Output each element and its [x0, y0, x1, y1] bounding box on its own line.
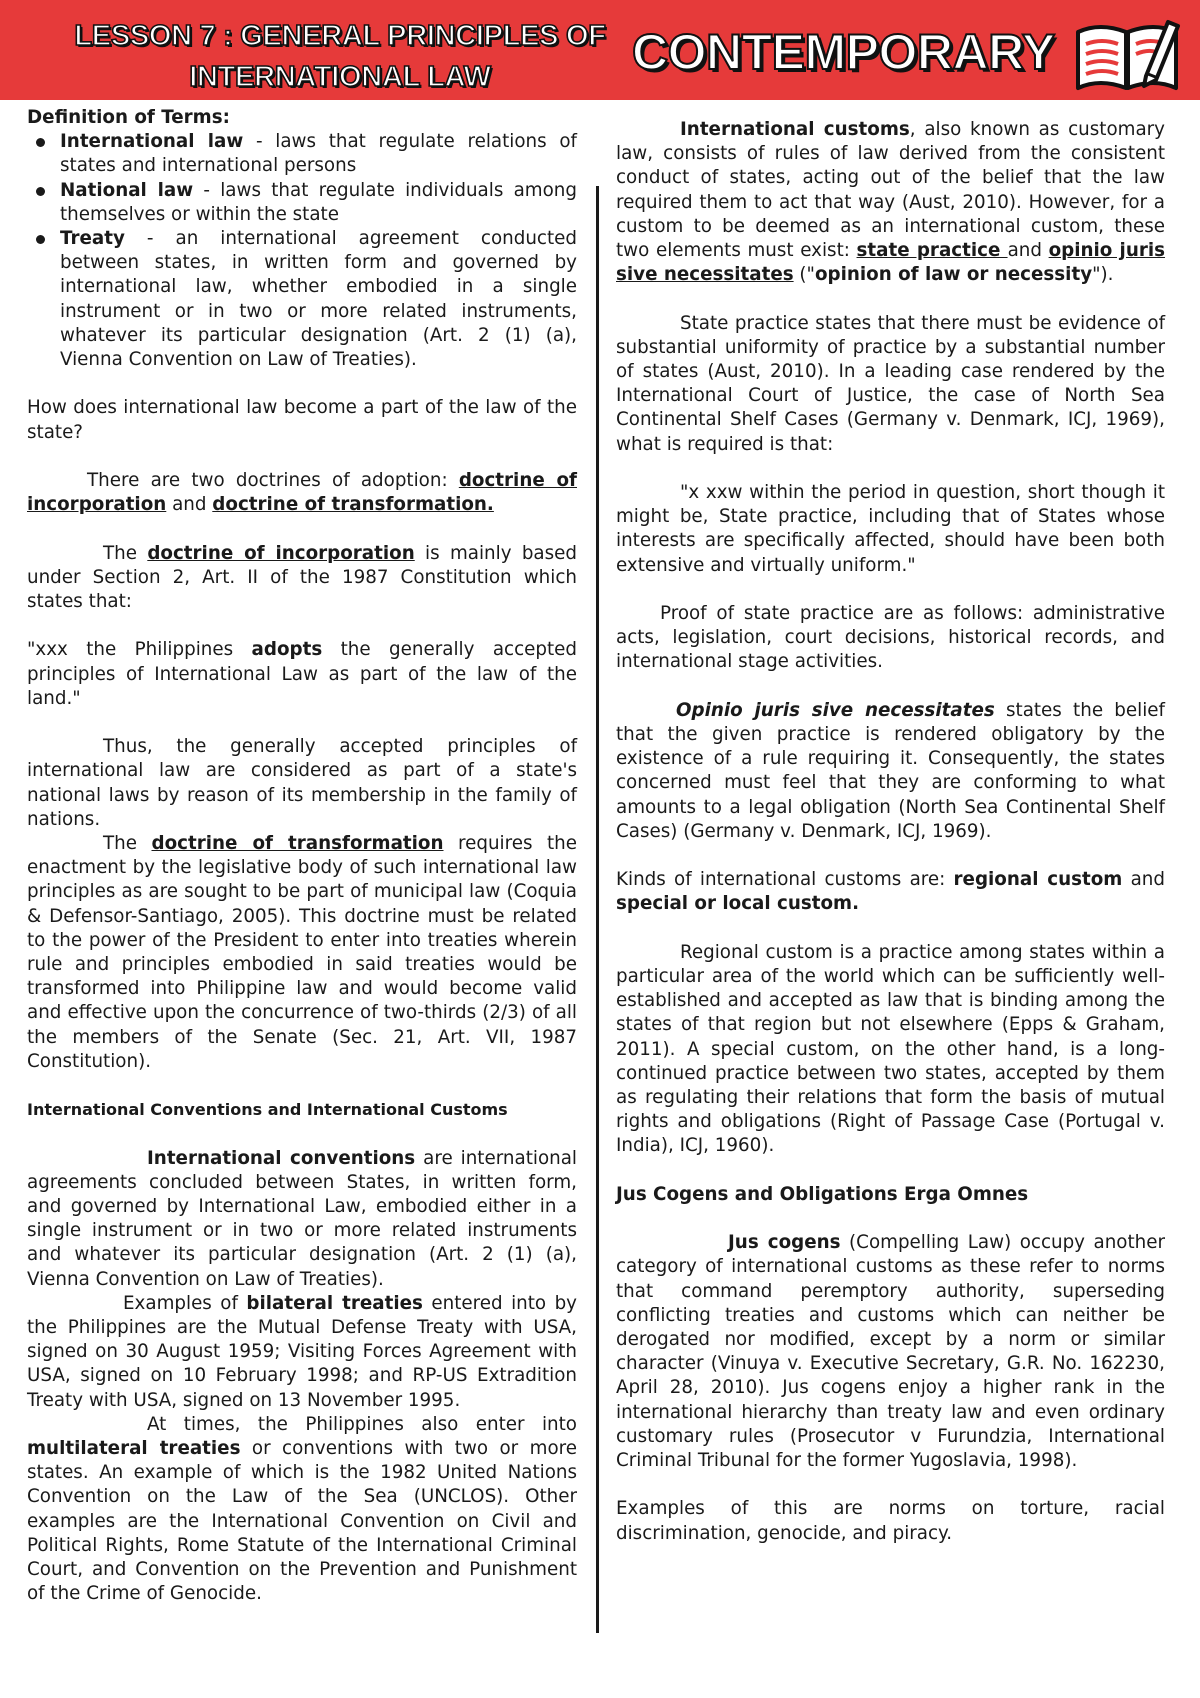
term-label: Treaty — [60, 228, 125, 250]
text-run: or conventions with two or more states. An example of which is the 1982 United Nations Convention on the Law of the Sea (UNCLOS). Other examples are the International Convention on Civil and Political Rights, Rome Statute of the International Criminal Court, and Convention on the Prevention and Punishment of the Crime of Genocide. — [27, 1438, 577, 1605]
left-column — [27, 106, 577, 1606]
text-run: At times, the Philippines also enter into — [147, 1413, 577, 1435]
state-practice-paragraph: State practice states that there must be evidence of substantial uniformity of practice by a substantial number of states (Aust, 2010). In a leading case rendered by the International Court of Justice, the case of North Sea Continental Shelf Cases (Germany v. Denmark, ICJ, 1969), what is required is that: — [616, 312, 1165, 455]
lesson-title-line2: INTERNATIONAL LAW — [189, 61, 491, 93]
text-run: The — [103, 833, 152, 855]
constitution-quote — [27, 638, 577, 711]
conventions-heading: International Conventions and International Customs — [27, 1100, 508, 1120]
opinio-juris-term: opinio juris sive necessitates — [616, 240, 1166, 286]
term-definition: - laws that regulate individuals among themselves or within the state — [60, 179, 577, 225]
text-run: entered into by the Philippines are the Mutual Defense Treaty with USA, signed on 30 August 1959; Visiting Forces Agreement with USA, signed on 10 February 1998; and RP-US Extradition Treaty with USA, signed on 13 November 1995. — [27, 1292, 577, 1411]
text-run: and — [166, 494, 213, 516]
kinds-paragraph — [616, 868, 1165, 916]
multilateral-term: multilateral treaties — [27, 1438, 241, 1460]
bilateral-term: bilateral treaties — [246, 1292, 423, 1314]
jus-cogens-term: Jus cogens — [728, 1232, 841, 1254]
term-label: International law — [60, 131, 244, 153]
lesson-title — [40, 16, 640, 98]
regional-paragraph: Regional custom is a practice among states within a particular area of the world which can be sufficiently well-established and accepted as law that is binding among the states of that region but not elsewhere (Epps & Graham, 2011). A special custom, on the other hand, is a long-continued practice between two states, accepted by them as regulating their relations that form the basis of mutual rights and obligations (Right of Passage Case (Portugal v. India), ICJ, 1960). — [616, 941, 1165, 1157]
customs-term: International customs — [680, 119, 910, 140]
text-run: There are two doctrines of adoption: — [87, 470, 459, 492]
multilateral-paragraph — [27, 1413, 577, 1607]
jus-cogens-heading: Jus Cogens and Obligations Erga Omnes — [616, 1183, 1029, 1205]
icj-quote: "x xxw within the period in question, short though it might be, State practice, including that of States whose interests are specifically affected, should have been both extensive and virtually uniform." — [616, 482, 1165, 576]
list-item — [27, 130, 577, 178]
text-run: (Compelling Law) occupy another category of international customs as these refer to norms that command peremptory authority, superseding conflicting treaties and customs which can neither be derogated nor modified, except by a norm or similar character (Vinuya v. Executive Secretary, G.R. No. 162230, April 28, 2010). Jus cogens enjoy a higher rank in the international hierarchy than treaty law and even ordinary customary rules (Prosecutor v Furundzia, International Criminal Tribunal for the former Yugoslavia, 1998). — [616, 1232, 1165, 1472]
list-item — [27, 227, 577, 372]
text-run: is mainly based under Section 2, Art. II of the 1987 Constitution which states that: — [27, 542, 578, 613]
lesson-header-banner — [0, 0, 1200, 100]
book-pencil-icon — [1072, 14, 1182, 92]
adopts-term: adopts — [251, 639, 323, 661]
incorporation-term: doctrine of incorporation — [147, 542, 415, 564]
doctrine-incorporation-term: doctrine of incorporation — [27, 470, 577, 516]
text-run: "xxx the Philippines — [27, 639, 252, 661]
text-run: states the belief that the given practice is rendered obligatory by the existence of a rule requiring it. Consequently, the states concerned must feel that they are conforming to what amounts to a legal obligation (North Sea Continental Shelf Cases) (Germany v. Denmark, ICJ, 1969). — [616, 699, 1165, 842]
text-run: requires the enactment by the legislative body of such international law principles as are sought to be part of municipal law (Coquia & Defensor-Santiago, 2005). This doctrine must be related to the power of the President to enter into treaties wherein rule and principles embodied in said treaties would be transformed into Philippine law and would become valid and effective upon the concurrence of two-thirds (2/3) of all the members of the Senate (Sec. 21, Art. VII, 1987 Constitution). — [27, 833, 577, 1072]
customs-paragraph — [616, 118, 1165, 287]
opinio-paragraph — [616, 699, 1165, 844]
incorporation-paragraph — [27, 542, 577, 615]
term-definition: - an international agreement conducted between states, in written form and governed by international law, whether embodied in a single instrument or in two or more related instruments, whatever its particular designation (Art. 2 (1) (a), Vienna Convention on Law of Treaties). — [60, 228, 577, 371]
list-item — [27, 179, 577, 227]
conventions-paragraph — [27, 1147, 577, 1292]
term-definition: - laws that regulate relations of states and international persons — [60, 131, 577, 177]
text-run: and — [1007, 240, 1049, 262]
definitions-heading: Definition of Terms: — [27, 107, 230, 128]
lesson-title-line1: LESSON 7 : GENERAL PRINCIPLES OF — [74, 20, 606, 52]
thus-paragraph: Thus, the generally accepted principles of international law are considered as part of a state's national laws by reason of its membership in the family of nations. — [27, 736, 577, 830]
proof-paragraph: Proof of state practice are as follows: administrative acts, legislation, court decisions, historical records, and international stage activities. — [616, 603, 1165, 673]
opinio-term: Opinio juris sive necessitates — [676, 699, 995, 721]
text-run: and — [1122, 869, 1165, 891]
jus-cogens-paragraph — [616, 1231, 1165, 1473]
text-run: , also known as customary law, consists of rules of law derived from the consistent conduct of states, acting out of the belief that the law required them to act that way (Aust, 2010). However, for a custom to be deemed as an international custom, these two elements must exist: — [616, 119, 1165, 262]
course-brand: CONTEMPORARY — [632, 24, 1055, 80]
transformation-paragraph — [27, 832, 577, 1074]
special-custom-term: special or local custom. — [616, 893, 860, 915]
bilateral-paragraph — [27, 1292, 577, 1413]
terms-list — [27, 130, 577, 372]
text-run: the generally accepted principles of International Law as part of the law of the land." — [27, 639, 577, 709]
regional-custom-term: regional custom — [953, 869, 1123, 891]
text-run: are international agreements concluded between States, in written form, and governed by International Law, embodied either in a single instrument or in two or more related instruments and whatever its particular designation (Art. 2 (1) (a), Vienna Convention on Law of Treaties). — [27, 1147, 577, 1290]
text-run: Examples of — [123, 1292, 247, 1314]
text-run: The — [103, 542, 148, 564]
text-run: Kinds of international customs are: — [616, 869, 954, 891]
examples-paragraph: Examples of this are norms on torture, racial discrimination, genocide, and piracy. — [616, 1498, 1165, 1544]
text-run: "). — [1092, 264, 1114, 286]
doctrines-paragraph — [27, 469, 577, 517]
term-label: National law — [60, 179, 194, 201]
adoption-question: How does international law become a part of the law of the state? — [27, 397, 577, 443]
column-divider — [596, 186, 599, 1633]
conventions-term: International conventions — [147, 1147, 416, 1169]
right-column — [616, 106, 1165, 1546]
transformation-term: doctrine of transformation — [151, 833, 444, 855]
text-run: (" — [793, 264, 815, 286]
opinion-gloss: opinion of law or necessity — [814, 264, 1093, 286]
doctrine-transformation-term: doctrine of transformation. — [212, 494, 494, 516]
state-practice-term: state practice — [856, 240, 1008, 262]
